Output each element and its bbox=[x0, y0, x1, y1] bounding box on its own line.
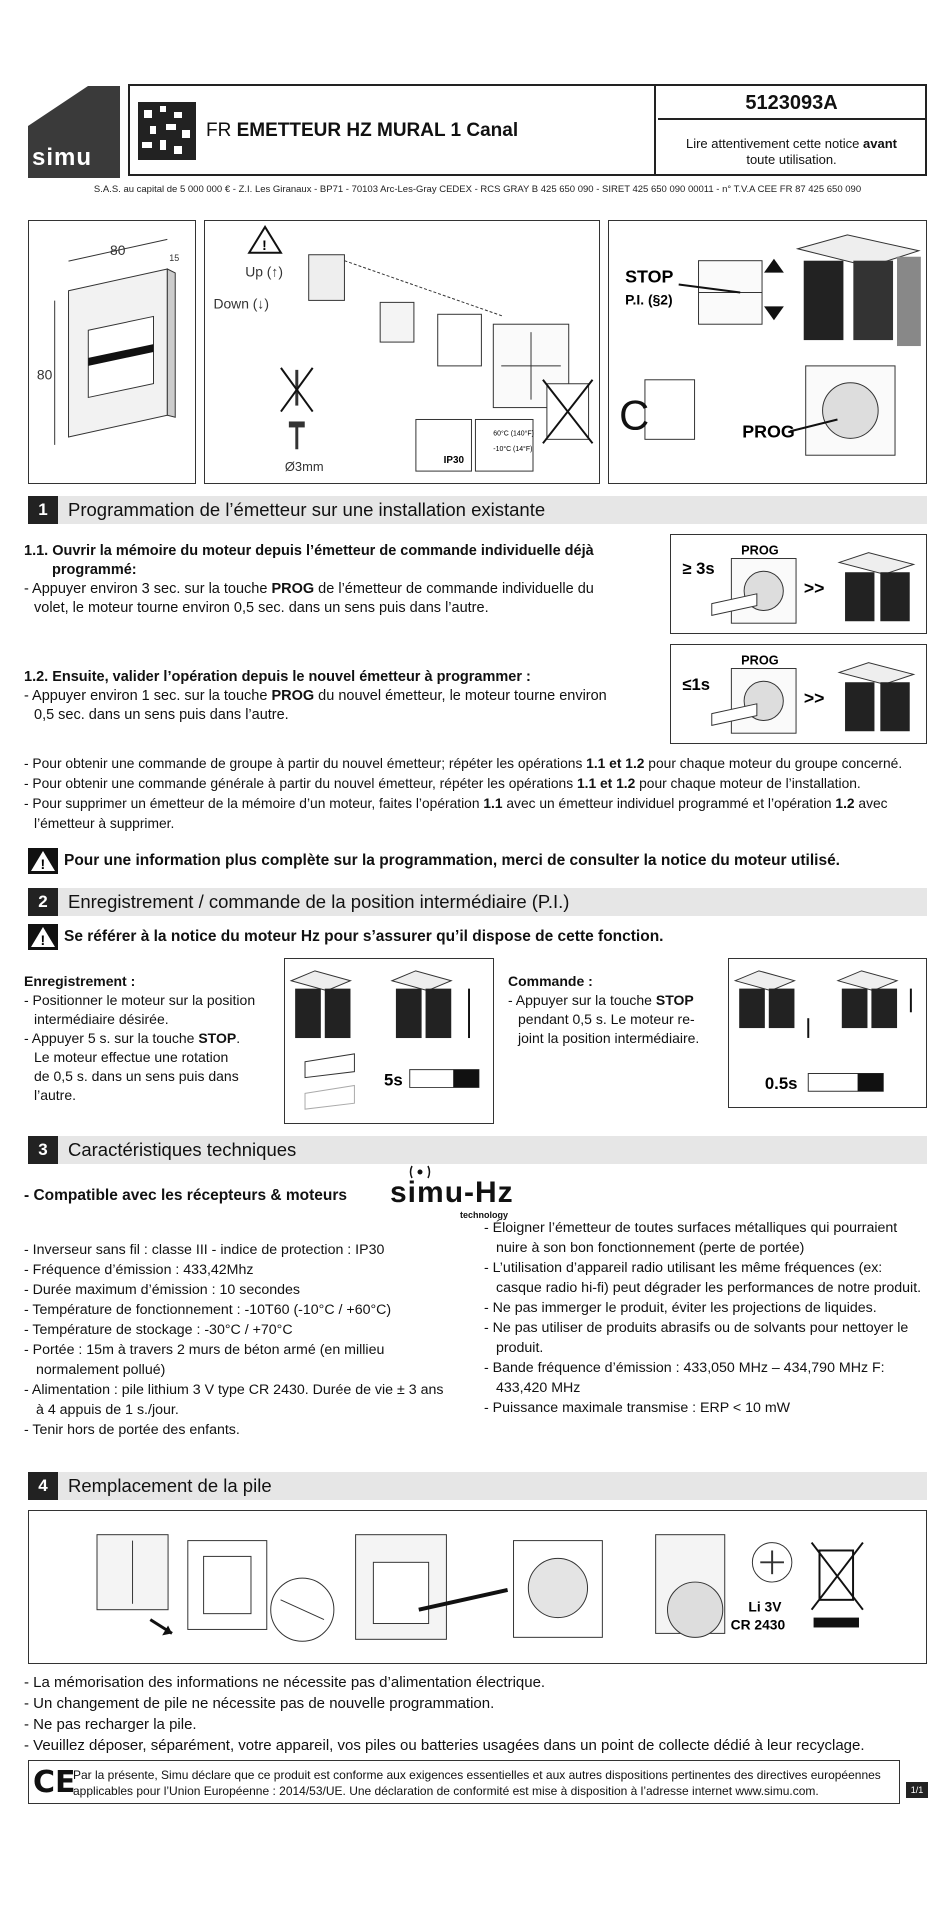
page-number: 1/1 bbox=[906, 1782, 928, 1798]
list-item: - Ne pas immerger le produit, éviter les projections de liquides. bbox=[484, 1300, 877, 1316]
section-1-warning: ! Pour une information plus complète sur la programmation, merci de consulter la notice du moteur utilisé. bbox=[28, 848, 840, 874]
svg-text:!: ! bbox=[40, 932, 46, 948]
ce-mark-icon: CE bbox=[33, 1765, 76, 1800]
specs-left-list bbox=[24, 1240, 444, 1440]
step-1-1: 1.1. Ouvrir la mémoire du moteur depuis l’émetteur de commande individuelle déjà programmé: - Appuyer environ 3 sec. sur la touche PROG de l’émetteur de commande individuelle du volet, le moteur tourne environ 0,5 sec. dans un sens puis dans l’autre. bbox=[24, 543, 594, 616]
list-item: - Fréquence d’émission : 433,42Mhz bbox=[24, 1262, 254, 1278]
fig2-prog: PROG bbox=[741, 652, 779, 668]
step-1-1-figure bbox=[670, 534, 927, 634]
list-item: - L’utilisation d’appareil radio utilisant les même fréquences (ex: casque radio hi-fi) peut dégrader les performances de notre produit. bbox=[484, 1260, 922, 1296]
list-item: - Portée : 15m à travers 2 murs de béton armé (en millieu normalement pollué) bbox=[24, 1342, 385, 1378]
pixel-pattern-icon bbox=[138, 102, 196, 160]
svg-text:!: ! bbox=[262, 236, 267, 253]
section-3-header bbox=[28, 1136, 927, 1164]
battery-type-2: CR 2430 bbox=[730, 1616, 786, 1633]
section-3-number: 3 bbox=[28, 1136, 58, 1164]
dim-width: 80 bbox=[110, 242, 126, 259]
section-2-number: 2 bbox=[28, 888, 58, 916]
list-item: - Puissance maximale transmise : ERP < 10 mW bbox=[484, 1400, 791, 1416]
list-item: - Tenir hors de portée des enfants. bbox=[24, 1422, 240, 1438]
list-item: - Température de fonctionnement : -10T60 (-10°C / +60°C) bbox=[24, 1302, 392, 1318]
reg-time: 5s bbox=[384, 1070, 403, 1090]
cmd-time: 0.5s bbox=[764, 1074, 798, 1094]
section-1-notes: - Pour obtenir une commande de groupe à partir du nouvel émetteur; répéter les opérations 1.1 et 1.2 pour chaque moteur du groupe concerné. - Pour obtenir une commande générale à partir du nouvel émetteur, répéter les opérations 1.1 et 1.2 pour chaque moteur de l’installation. - Pour supprimer un émetteur de la mémoire d’un moteur, faites l’opération 1.1 avec un émetteur individuel programmé et l’opération 1.2 avec l’émetteur à supprimer. bbox=[24, 756, 903, 831]
hand-icon bbox=[305, 1054, 354, 1078]
fig1-prog: PROG bbox=[741, 542, 779, 558]
command-text: Commande : - Appuyer sur la touche STOP pendant 0,5 s. Le moteur re- joint la position intermédiaire. bbox=[508, 973, 700, 1046]
header-title-cell bbox=[130, 86, 656, 174]
temp-high: 60°C (140°F) bbox=[493, 430, 534, 438]
list-item: - Alimentation : pile lithium 3 V type CR 2430. Durée de vie ± 3 ans à 4 appuis de 1 s./jour. bbox=[24, 1382, 444, 1418]
dimensions-diagram bbox=[29, 221, 195, 483]
list-item: - Ne pas recharger la pile. bbox=[24, 1716, 197, 1733]
controls-diagram bbox=[609, 221, 926, 483]
weee-bin-icon bbox=[812, 1543, 863, 1628]
simu-logo bbox=[28, 86, 120, 178]
list-item: - Bande fréquence d’émission : 433,050 MHz – 434,790 MHz F: 433,420 MHz bbox=[484, 1360, 885, 1396]
installation-diagram bbox=[205, 221, 599, 483]
warning-icon bbox=[28, 848, 58, 874]
compatibility-text: - Compatible avec les récepteurs & moteurs bbox=[24, 1187, 348, 1204]
document-title: FR EMETTEUR HZ MURAL 1 Canal bbox=[206, 120, 519, 141]
section-1-title: Programmation de l’émetteur sur une installation existante bbox=[68, 499, 546, 520]
no-outdoor-icon bbox=[543, 380, 593, 444]
dimensions-panel bbox=[28, 220, 196, 484]
battery-replacement-figure bbox=[28, 1510, 927, 1664]
brand-name: simu-Hz bbox=[390, 1176, 514, 1209]
simu-hz-logo bbox=[390, 1164, 524, 1222]
section-2-warning: ! Se référer à la notice du moteur Hz pour s’assurer qu’il dispose de cette fonction. bbox=[28, 924, 663, 950]
svg-text:!: ! bbox=[40, 856, 46, 872]
list-item: - La mémorisation des informations ne nécessite pas d’alimentation électrique. bbox=[24, 1674, 546, 1691]
company-legal-line: S.A.S. au capital de 5 000 000 € - Z.I. Les Giranaux - BP71 - 70103 Arc-Les-Gray CEDEX - RCS GRAY B 425 650 090 - SIRET 425 650 090 00011 - n° T.V.A CEE FR 87 425 650 090 bbox=[93, 184, 862, 195]
fig2-time: ≤1s bbox=[682, 675, 711, 695]
list-item: - Veuillez déposer, séparément, votre appareil, vos piles ou batteries usagées dans un point de collecte dédié à leur recyclage. bbox=[24, 1737, 865, 1754]
down-label: Down (↓) bbox=[213, 295, 269, 312]
logo-text: simu bbox=[32, 144, 93, 171]
list-item: - Un changement de pile ne nécessite pas de nouvelle programmation. bbox=[24, 1695, 495, 1712]
battery-icon bbox=[668, 1582, 723, 1637]
screw-icon bbox=[289, 421, 305, 449]
dim-height: 80 bbox=[36, 366, 53, 383]
prog-label: PROG bbox=[742, 421, 795, 442]
list-item: - Ne pas utiliser de produits abrasifs ou de solvants pour nettoyer le produit. bbox=[484, 1320, 909, 1356]
brand-sub: technology bbox=[460, 1210, 509, 1220]
section-1-number: 1 bbox=[28, 496, 58, 524]
hand-icon bbox=[305, 1085, 354, 1109]
svg-text:>>: >> bbox=[803, 577, 825, 598]
header-box bbox=[128, 84, 927, 176]
dim-depth: 15 bbox=[169, 253, 180, 264]
list-item: - Inverseur sans fil : classe III - indice de protection : IP30 bbox=[24, 1242, 385, 1258]
reference-number: 5123093A bbox=[658, 86, 925, 120]
ce-declaration bbox=[28, 1760, 900, 1804]
stop-label: STOP bbox=[625, 266, 674, 287]
registration-text: Enregistrement : - Positionner le moteur sur la position intermédiaire désirée. - Appuyer 5 s. sur la touche STOP. Le moteur effectue une rotation de 0,5 s. dans un sens puis dans l’autre. bbox=[24, 973, 256, 1103]
installation-panel bbox=[204, 220, 600, 484]
step-1-2: 1.2. Ensuite, valider l’opération depuis le nouvel émetteur à programmer : - Appuyer environ 1 sec. sur la touche PROG du nouvel émetteur, le moteur tourne environ 0,5 sec. dans un sens puis dans l’autre. bbox=[24, 669, 607, 723]
screw-label: Ø3mm bbox=[284, 459, 324, 475]
screw-forbidden-icon bbox=[281, 368, 313, 412]
temp-low: -10°C (14°F) bbox=[493, 446, 533, 454]
warning-icon bbox=[28, 924, 58, 950]
list-item: - Durée maximum d’émission : 10 secondes bbox=[24, 1282, 300, 1298]
section-3-title: Caractéristiques techniques bbox=[68, 1139, 297, 1160]
ip-label: IP30 bbox=[443, 455, 465, 467]
command-figure bbox=[728, 958, 927, 1108]
battery-type-1: Li 3V bbox=[748, 1598, 782, 1615]
section-1-header bbox=[28, 496, 927, 524]
section-4-number: 4 bbox=[28, 1472, 58, 1500]
controls-panel bbox=[608, 220, 927, 484]
list-item: - Température de stockage : -30°C / +70°C bbox=[24, 1322, 293, 1338]
section-2-title: Enregistrement / commande de la position intermédiaire (P.I.) bbox=[68, 891, 570, 912]
pi-label: P.I. (§2) bbox=[625, 291, 673, 308]
fig1-time: ≥ 3s bbox=[682, 559, 715, 579]
section-2-header bbox=[28, 888, 927, 916]
section-4-header bbox=[28, 1472, 927, 1500]
shutter-illustration bbox=[798, 235, 921, 346]
step-1-2-figure bbox=[670, 644, 927, 744]
read-notice: Lire attentivement cette notice avant toute utilisation. bbox=[685, 136, 897, 167]
svg-text:C: C bbox=[619, 391, 650, 439]
up-label: Up (↑) bbox=[245, 263, 283, 280]
svg-text:>>: >> bbox=[803, 687, 825, 708]
list-item: - Éloigner l’émetteur de toutes surfaces métalliques qui pourraient nuire à son bon fonctionnement (perte de portée) bbox=[484, 1220, 898, 1256]
ce-declaration-text: Par la présente, Simu déclare que ce produit est conforme aux exigences essentielles et aux autres dispositions pertinentes des directives européennes applicables pour l’Union Européenne : 2014/53/UE. Une déclaration de conformité est mise à disposition à l’adresse internet www.simu.com. bbox=[73, 1768, 881, 1798]
registration-figure bbox=[284, 958, 494, 1124]
specs-right-list bbox=[484, 1218, 930, 1418]
section-4-title: Remplacement de la pile bbox=[68, 1475, 272, 1496]
battery-notes bbox=[24, 1672, 930, 1756]
